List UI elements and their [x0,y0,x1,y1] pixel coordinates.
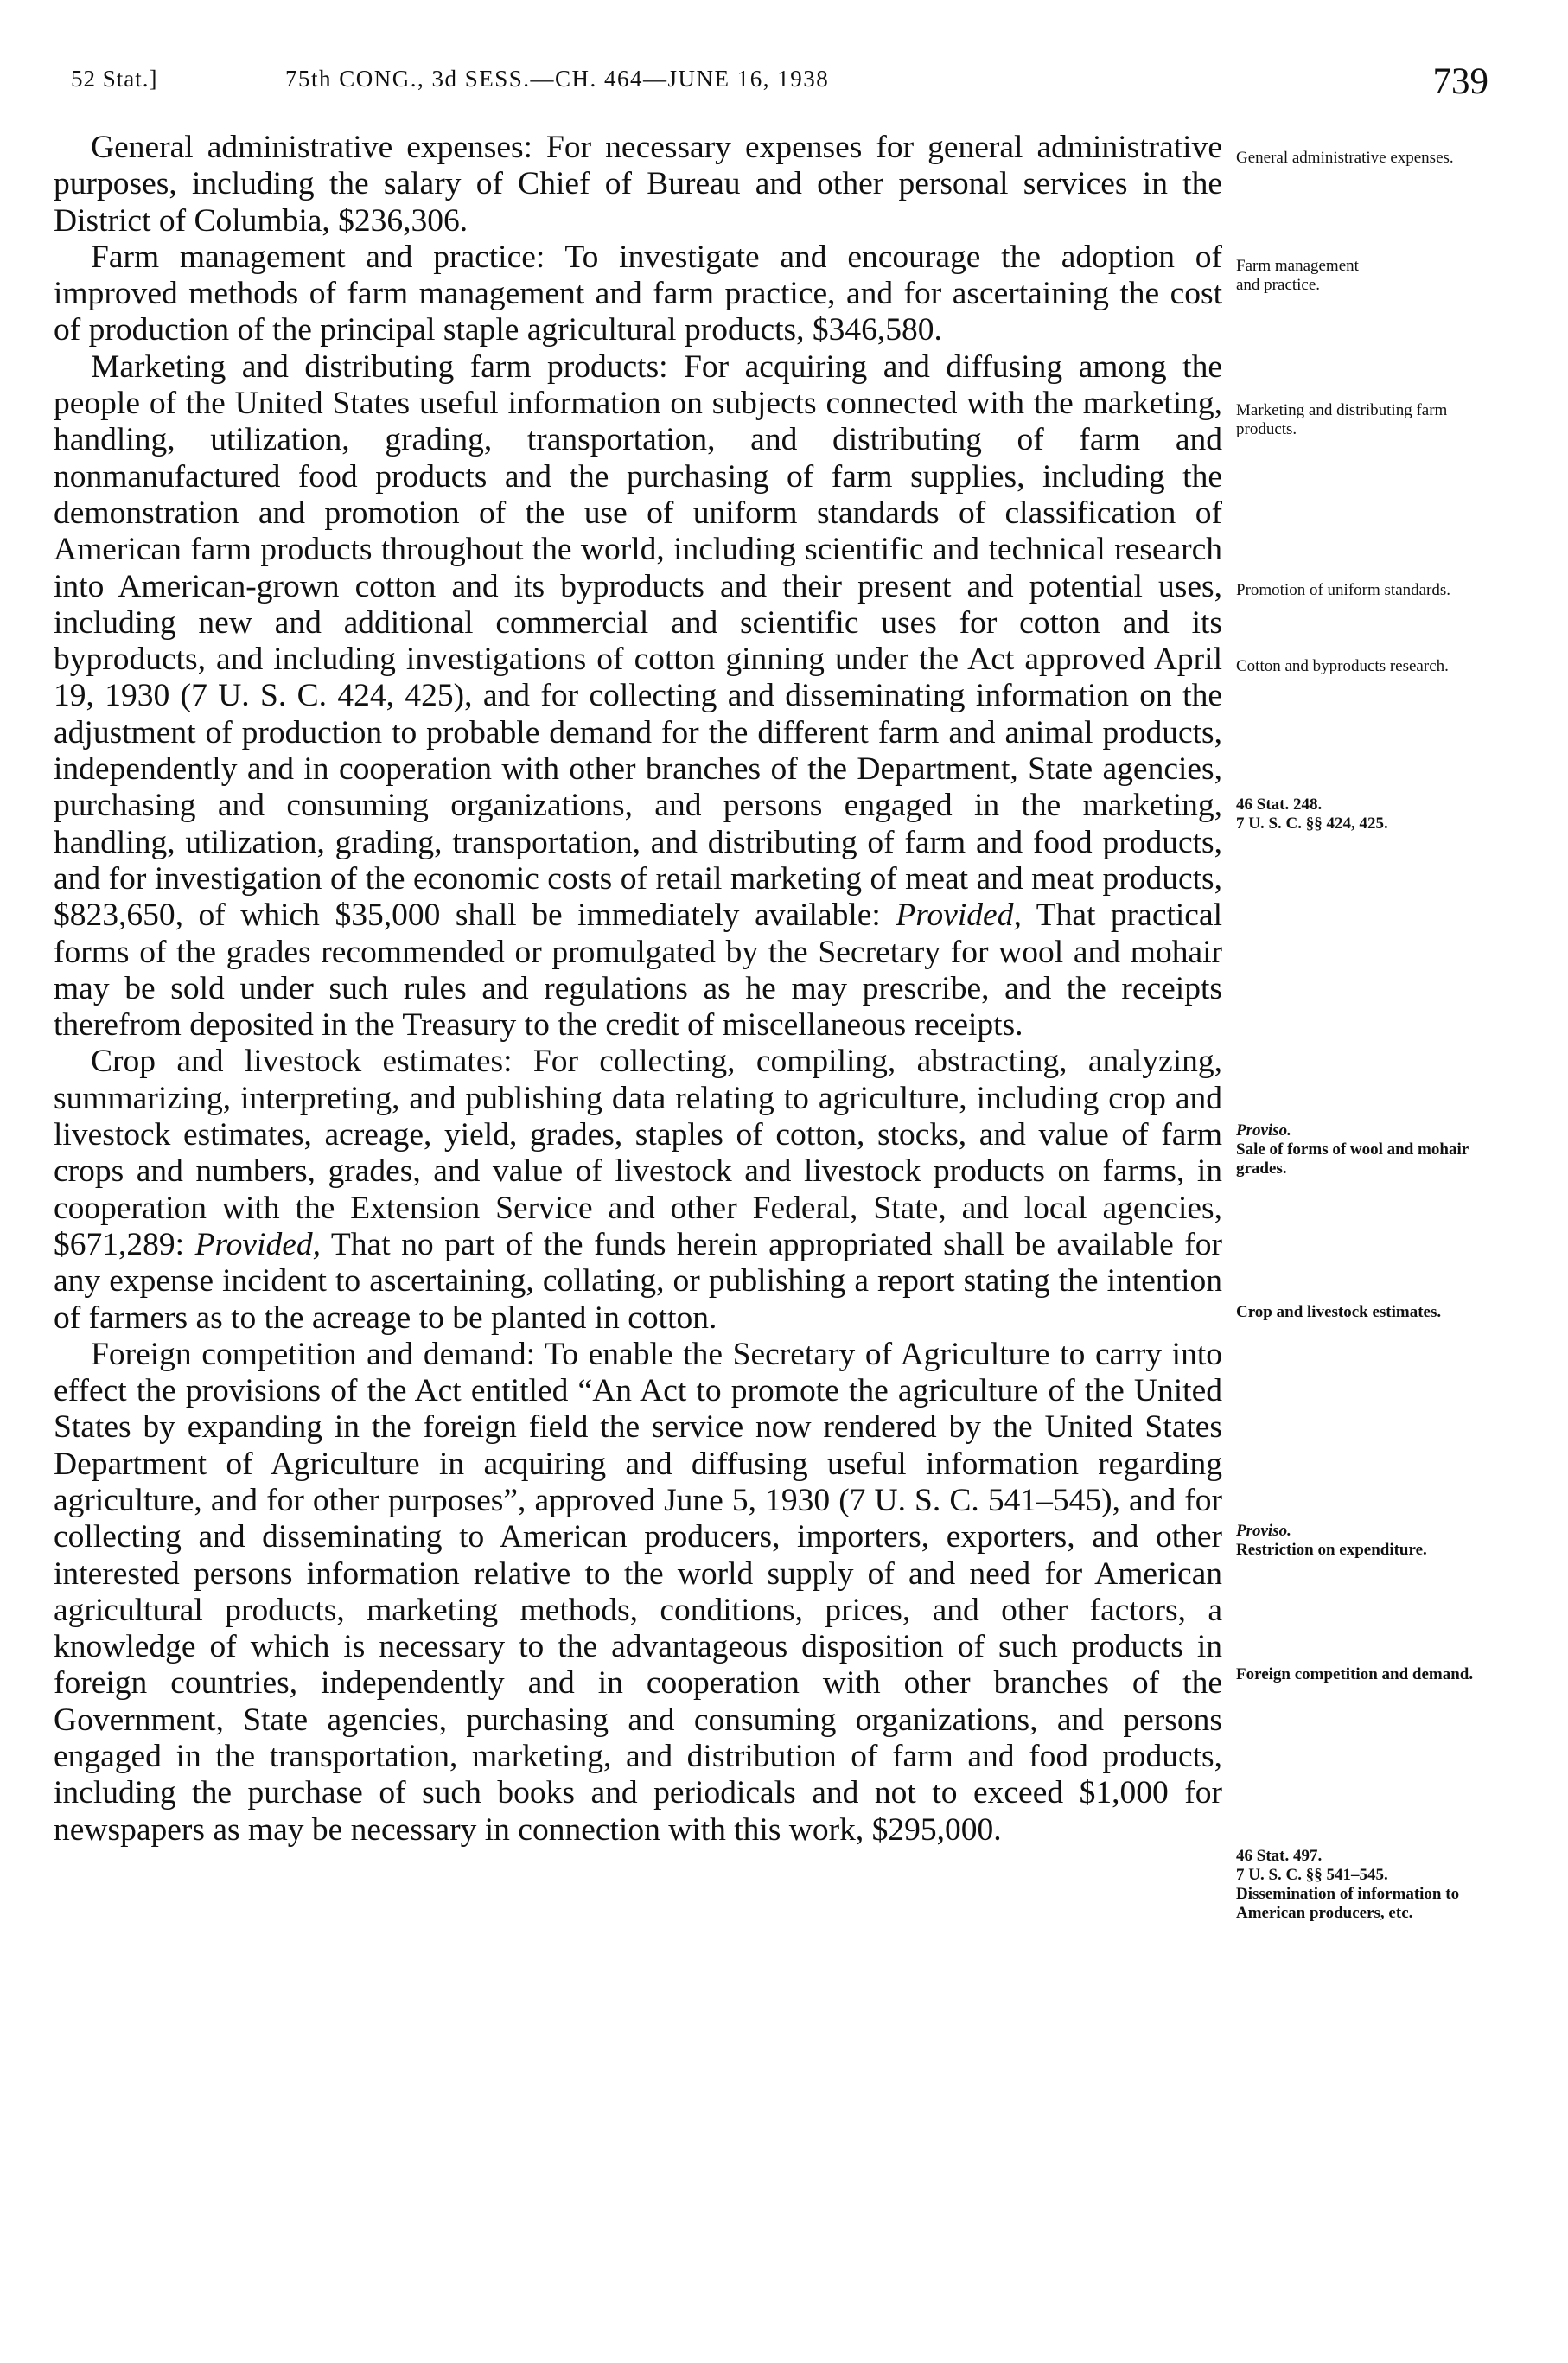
margin-note-farm-management: Farm management and practice. [1236,257,1359,294]
margin-note-citation-2: 46 Stat. 497. 7 U. S. C. §§ 541–545. Dissemination of information to American producers, etc. [1236,1847,1460,1922]
margin-note-general-administrative: General administrative expenses. [1236,149,1454,167]
paragraph-general-administrative: General administrative expenses: For necessary expenses for general administrative purposes, including the salary of Chief of Bureau and other personal services in the District of Columbia, $236,306. [54,130,1222,239]
congress-session-line: 75th CONG., 3d SESS.—CH. 464—JUNE 16, 1938 [285,66,830,92]
margin-note-marketing: Marketing and distributing farm products. [1236,401,1448,438]
marketing-proviso-text: That practical forms of the grades recommended or promulgated by the Secretary for wool and mohair may be sold under such rules and regulations as he may prescribe, and the receipts therefrom deposited in the Treasury to the credit of miscellaneous receipts. [54,897,1223,1044]
paragraph-foreign-competition: Foreign competition and demand: To enable the Secretary of Agriculture to carry into effect the provisions of the Act entitled “An Act to promote the agriculture of the United States by expanding in the foreign field the service now rendered by the United States Department of Agriculture in acquiring and diffusing useful information regarding agriculture, and for other purposes”, approved June 5, 1930 (7 U. S. C. 541–545), and for collecting and disseminating to American producers, importers, exporters, and other interested persons information relative to the world supply of and need for American agricultural products, marketing methods, conditions, prices, and other factors, a knowledge of which is necessary to the advantageous disposition of such products in foreign countries, independently and in cooperation with other branches of the Government, State agencies, purchasing and consuming organizations, and persons engaged in the transportation, marketing, and distribution of farm and food products, including the purchase of such books and periodicals and not to exceed $1,000 for newspapers as may be necessary in connection with this work, $295,000. [54,1336,1222,1848]
margin-note-crop-livestock: Crop and livestock estimates. [1236,1303,1442,1321]
crop-proviso-text: That no part of the funds herein appropriated shall be available for any expense incident to ascertaining, collating, or publishing a report stating the intention of farmers as to the acreage to be planted in cotton. [54,1226,1223,1336]
margin-note-foreign-competition: Foreign competition and demand. [1236,1665,1474,1683]
proviso-word: Provided, [194,1226,322,1262]
page-header [0,61,1568,121]
margin-note-proviso-restriction: Proviso. Restriction on expenditure. [1236,1522,1427,1559]
margin-note-citation-1: 46 Stat. 248. 7 U. S. C. §§ 424, 425. [1236,795,1388,833]
margin-note-cotton-research: Cotton and byproducts research. [1236,657,1449,675]
paragraph-marketing [54,349,1222,1044]
main-text [54,130,1222,1849]
proviso-word: Provided, [896,897,1022,934]
crop-text: Crop and livestock estimates: For collecting, compiling, abstracting, analyzing, summarizing, interpreting, and publishing data relating to agriculture, including crop and livestock estimates, acreage, yield, grades, staples of cotton, stocks, and value of farm crops and numbers, grades, and value of livestock and livestock products on farms, in cooperation with the Extension Service and other Federal, State, and local agencies, $671,289: [54,1044,1222,1262]
marketing-text: Marketing and distributing farm products: For acquiring and diffusing among the people of the United States useful information on subjects connected with the marketing, handling, utilization, grading, transportation, and distributing of farm and nonmanufactured food products and the purchasing of farm supplies, including the demonstration and promotion of the use of uniform standards of classification of American farm products throughout the world, including scientific and technical research into American-grown cotton and its byproducts and their present and potential uses, including new and additional commercial and scientific uses for cotton and its byproducts, and including investigations of cotton ginning under the Act approved April 19, 1930 (7 U. S. C. 424, 425), and for collecting and disseminating information on the adjustment of production to probable demand for the different farm and animal products, independently and in cooperation with other branches of the Department, State agencies, purchasing and consuming organizations, and persons engaged in the marketing, handling, utilization, grading, transportation, and distributing of farm and food products, and for investigation of the economic costs of retail marketing of meat and meat products, $823,650, of which $35,000 shall be immediately available: [54,348,1222,934]
statute-reference: 52 Stat.] [71,66,158,92]
margin-note-uniform-standards: Promotion of uniform standards. [1236,581,1451,599]
margin-note-proviso-wool: Proviso. Sale of forms of wool and mohair grades. [1236,1121,1469,1178]
paragraph-farm-management: Farm management and practice: To investigate and encourage the adoption of improved methods of farm management and farm practice, and for ascertaining the cost of production of the principal staple agricultural products, $346,580. [54,239,1222,348]
page-number: 739 [1432,61,1488,102]
paragraph-crop-livestock [54,1044,1222,1336]
